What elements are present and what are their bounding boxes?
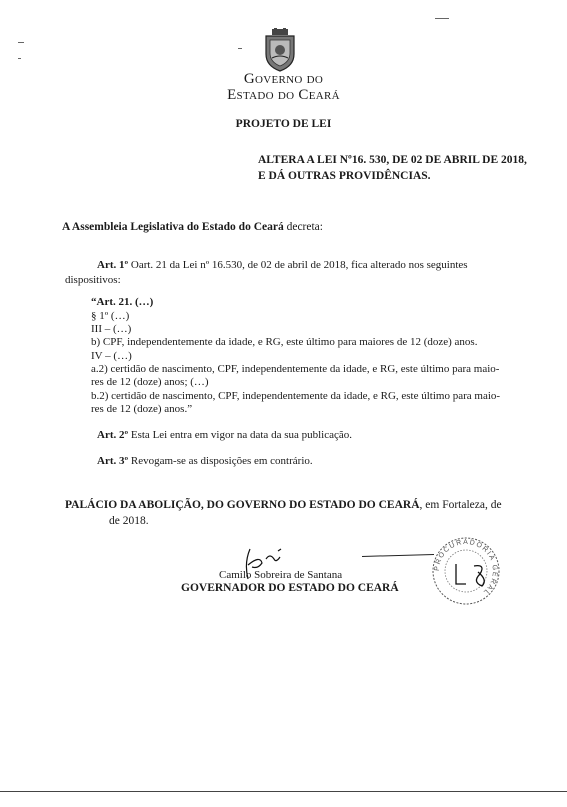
signature-line: [362, 554, 434, 557]
document-title: PROJETO DE LEI: [235, 118, 332, 130]
article-2: [97, 429, 352, 441]
article-2-text: Esta Lei entra em vigor na data da sua publicação.: [128, 429, 353, 441]
initials-signature: [452, 560, 492, 590]
coat-of-arms-icon: [262, 28, 298, 72]
scan-mark: [435, 18, 449, 19]
article-1: [65, 258, 515, 288]
scan-mark: [18, 58, 21, 59]
closing-date: de 2018.: [109, 515, 149, 527]
signer-role: GOVERNADOR DO ESTADO DO CEARÁ: [181, 582, 399, 594]
page-bottom-rule: [0, 791, 567, 792]
article-3-text: Revogam-se as disposições em contrário.: [128, 455, 313, 467]
header-state: Estado do Ceará: [227, 87, 340, 103]
decree-intro: [62, 221, 323, 233]
article-3-label: Art. 3º: [97, 455, 129, 467]
decree-verb: decreta:: [283, 221, 323, 233]
scan-mark: [238, 48, 242, 49]
scan-mark: [18, 42, 24, 43]
article-1-label: Art. 1º: [97, 259, 129, 271]
assembly-name: A Assembleia Legislativa do Estado do Ceará: [62, 221, 284, 233]
quote-line: IV – (…): [91, 350, 132, 362]
quote-line: a.2) certidão de nascimento, CPF, independentemente da idade, e RG, este último para maio-: [91, 363, 500, 375]
article-1-text: Oart. 21 da Lei nº 16.530, de 02 de abril de 2018, fica alterado nos seguintes dispositivos:: [65, 259, 468, 286]
closing-place: [65, 497, 520, 529]
ementa: ALTERA A LEI Nº16. 530, DE 02 DE ABRIL DE 2018, E DÁ OUTRAS PROVIDÊNCIAS.: [258, 154, 527, 182]
quote-line: b.2) certidão de nascimento, CPF, independentemente da idade, e RG, este último para maio-: [91, 390, 501, 402]
palace-name: PALÁCIO DA ABOLIÇÃO, DO GOVERNO DO ESTADO DO CEARÁ: [65, 499, 420, 511]
quote-line: res de 12 (doze) anos.”: [91, 403, 193, 415]
article-3: [97, 455, 313, 467]
header-government: Governo do: [243, 71, 324, 87]
quote-line: III – (…): [91, 323, 132, 335]
quote-line: res de 12 (doze) anos; (…): [91, 376, 209, 388]
quote-line: § 1º (…): [91, 310, 130, 322]
quote-line: b) CPF, independentemente da idade, e RG, este último para maiores de 12 (doze) anos.: [91, 336, 478, 348]
closing-city: , em Fortaleza, de: [419, 499, 502, 511]
signer-name: Camilo Sobreira de Santana: [219, 569, 343, 581]
article-2-label: Art. 2º: [97, 429, 129, 441]
stamp-text: PROCURADORIA GERAL: [433, 538, 499, 597]
quote-line: “Art. 21. (…): [91, 296, 154, 308]
